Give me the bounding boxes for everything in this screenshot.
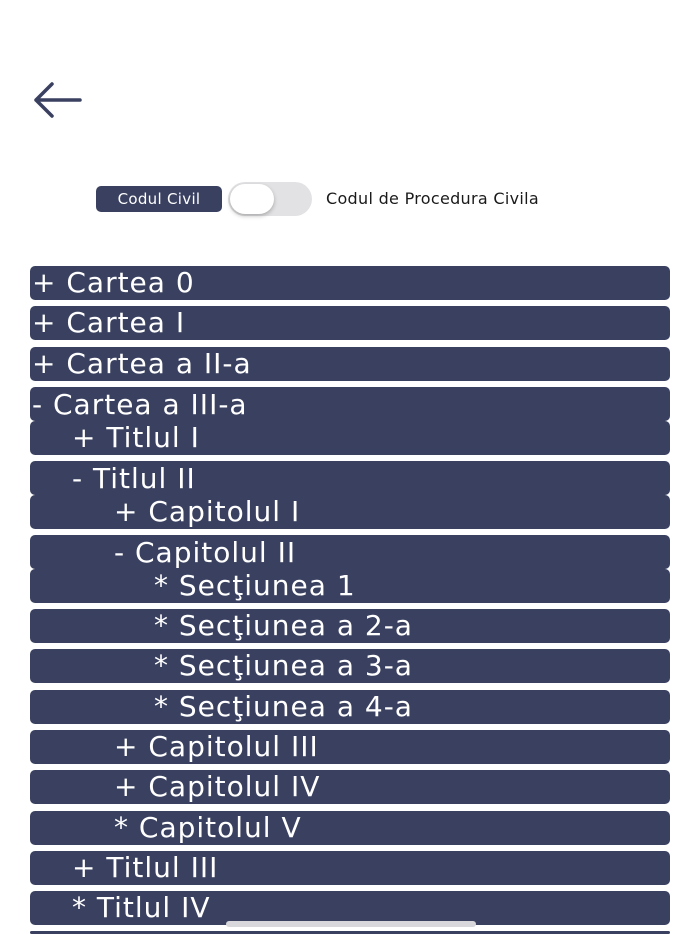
tree-item-label: - Titlul II	[72, 462, 196, 495]
tree-item-label: * Secţiunea a 2-a	[154, 609, 413, 642]
tree-item-label: + Cartea I	[32, 306, 186, 339]
tree-item-capitolul-iv[interactable]	[30, 770, 670, 804]
tree-item-label: * Secţiunea a 4-a	[154, 690, 413, 723]
tree-item-label: + Titlul I	[72, 421, 200, 454]
tree-item-label: * Secţiunea 1	[154, 569, 356, 602]
tree-item-label: - Cartea a III-a	[32, 388, 248, 421]
tree-item-cartea-i[interactable]	[30, 306, 670, 340]
home-indicator	[226, 921, 476, 927]
tree-item-label: * Capitolul V	[114, 811, 302, 844]
tree-item-cartea-a-iii-a[interactable]	[30, 387, 670, 421]
tree-item-sectiunea-a-4-a[interactable]	[30, 690, 670, 724]
tree-item-capitolul-v[interactable]	[30, 811, 670, 845]
tree-item-label: + Cartea a II-a	[32, 347, 252, 380]
tree-item-titlul-ii[interactable]	[30, 461, 670, 495]
tree-item-titlul-iv[interactable]	[30, 891, 670, 925]
tree-item-capitolul-i[interactable]	[30, 495, 670, 529]
codul-procedura-civila-label[interactable]: Codul de Procedura Civila	[326, 189, 539, 208]
tree-item-sectiunea-1[interactable]	[30, 569, 670, 603]
tree-item-label: + Titlul III	[72, 851, 219, 884]
tree-item-label: + Capitolul I	[114, 495, 301, 528]
tree-item-label: + Capitolul III	[114, 730, 319, 763]
codul-civil-label[interactable]: Codul Civil	[96, 186, 222, 212]
tree-item-cartea-a-ii-a[interactable]	[30, 347, 670, 381]
tree-item-label: + Capitolul IV	[114, 770, 321, 803]
tree-item-titlul-iii[interactable]	[30, 851, 670, 885]
tree-item-sectiunea-a-2-a[interactable]	[30, 609, 670, 643]
tree-item-label: - Capitolul II	[114, 536, 297, 569]
tree-item-titlul-i[interactable]	[30, 421, 670, 455]
tree-item-sectiunea-a-3-a[interactable]	[30, 649, 670, 683]
tree-item-label: * Titlul IV	[72, 891, 211, 924]
tree-item-label: * Secţiunea a 3-a	[154, 649, 413, 682]
tree-item-capitolul-ii[interactable]	[30, 535, 670, 569]
tree-item-cartea-0[interactable]	[30, 266, 670, 300]
tree-item-label: + Cartea 0	[32, 266, 195, 299]
tree-item-capitolul-iii[interactable]	[30, 730, 670, 764]
